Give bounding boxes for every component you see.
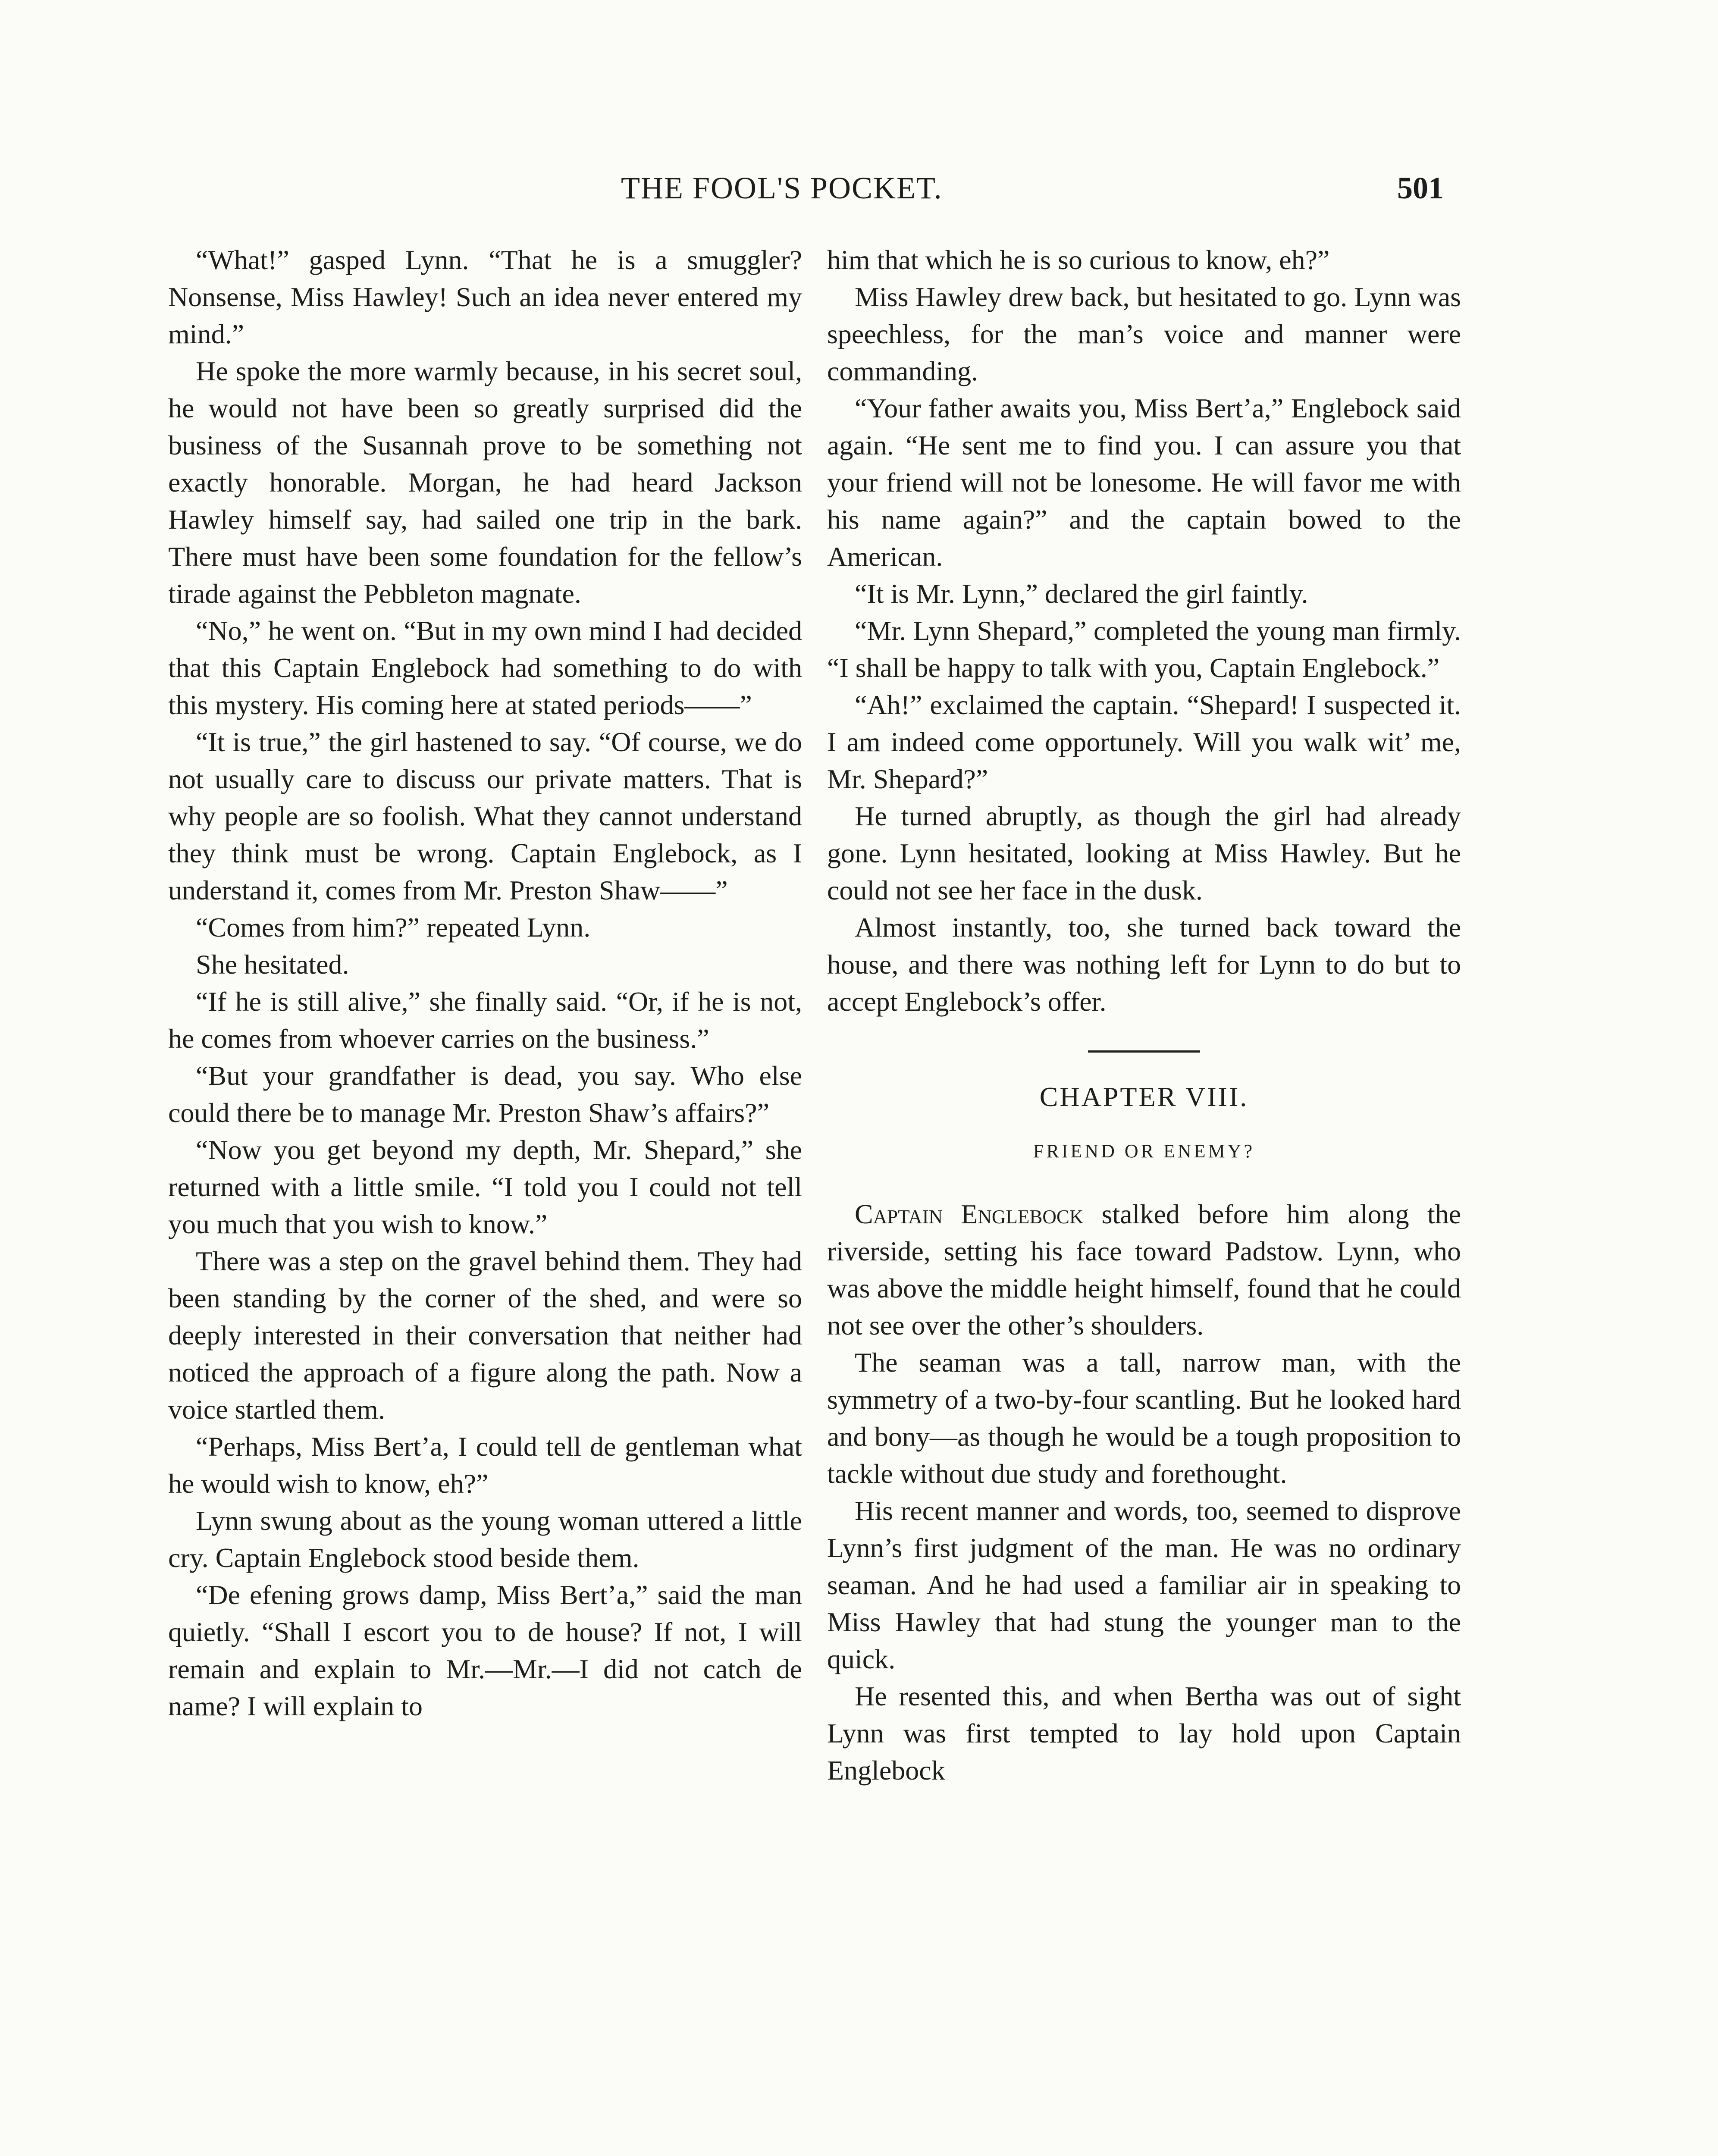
paragraph: Miss Hawley drew back, but hesitated to go. Lynn was speechless, for the man’s voice and manner were commanding. (827, 282, 1461, 386)
paragraph: He resented this, and when Bertha was out of sight Lynn was first tempted to lay hold upon Captain Englebock (827, 1681, 1461, 1786)
chapter-opening-paragraph (827, 1196, 1461, 1344)
paragraph: “But your grandfather is dead, you say. Who else could there be to manage Mr. Preston Shaw’s affairs?” (168, 1060, 802, 1128)
paragraph: “Perhaps, Miss Bert’a, I could tell de gentleman what he would wish to know, eh?” (168, 1431, 802, 1499)
chapter-subtitle: FRIEND OR ENEMY? (1033, 1141, 1255, 1162)
paragraph: “If he is still alive,” she finally said. “Or, if he is not, he comes from whoever carries on the business.” (168, 986, 802, 1054)
paragraph: His recent manner and words, too, seemed to disprove Lynn’s first judgment of the man. He was no ordinary seaman. And he had used a familiar air in speaking to Miss Hawley that had stung the younger man to the quick. (827, 1495, 1461, 1674)
running-header (0, 170, 1718, 218)
running-title: THE FOOL'S POCKET. (621, 171, 943, 205)
paragraph: “It is Mr. Lynn,” declared the girl faintly. (855, 578, 1308, 609)
paragraph: “Your father awaits you, Miss Bert’a,” Englebock said again. “He sent me to find you. I can assure you that your friend will not be lonesome. He will favor me with his name again?” and the captain bowed to the American. (827, 393, 1461, 572)
paragraph: There was a step on the gravel behind them. They had been standing by the corner of the shed, and were so deeply interested in their conversation that neither had noticed the approach of a figure along the path. Now a voice startled them. (168, 1246, 802, 1425)
paragraph: him that which he is so curious to know, eh?” (827, 244, 1330, 275)
paragraph: “What!” gasped Lynn. “That he is a smuggler? Nonsense, Miss Hawley! Such an idea never entered my mind.” (168, 244, 802, 349)
paragraph: “Comes from him?” repeated Lynn. (196, 912, 591, 943)
paragraph: “Ah!” exclaimed the captain. “Shepard! I suspected it. I am indeed come opportunely. Will you walk wit’ me, Mr. Shepard?” (827, 689, 1461, 794)
paragraph: She hesitated. (196, 949, 349, 980)
paragraph: “Now you get beyond my depth, Mr. Shepard,” she returned with a little smile. “I told you I could not tell you much that you wish to know.” (168, 1134, 802, 1239)
paragraph: The seaman was a tall, narrow man, with the symmetry of a two-by-four scantling. But he looked hard and bony—as though he would be a tough proposition to tackle without due study and forethought. (827, 1347, 1461, 1489)
left-column (168, 241, 802, 1725)
paragraph: “De efening grows damp, Miss Bert’a,” said the man quietly. “Shall I escort you to de house? If not, I will remain and explain to Mr.—Mr.—I did not catch de name? I will explain to (168, 1579, 802, 1721)
chapter-title: CHAPTER VIII. (1039, 1081, 1249, 1112)
right-column (827, 241, 1461, 1789)
paragraph: “Mr. Lynn Shepard,” completed the young man firmly. “I shall be happy to talk with you, Captain Englebock.” (827, 615, 1461, 683)
paragraph: He turned abruptly, as though the girl had already gone. Lynn hesitated, looking at Miss Hawley. But he could not see her face in the dusk. (827, 801, 1461, 906)
opening-text: stalked before him along the riverside, setting his face toward Padstow. Lynn, who was above the middle height himself, found that he could not see over the other’s shoulders. (827, 1199, 1461, 1341)
page-number: 501 (1397, 171, 1444, 205)
paragraph: Almost instantly, too, she turned back toward the house, and there was nothing left for Lynn to do but to accept Englebock’s offer. (827, 912, 1461, 1017)
paragraph: He spoke the more warmly because, in his secret soul, he would not have been so greatly surprised did the business of the Susannah prove to be something not exactly honorable. Morgan, he had heard Jackson Hawley himself say, had sailed one trip in the bark. There must have been some foundation for the fellow’s tirade against the Pebbleton magnate. (168, 356, 802, 609)
section-divider (1088, 1050, 1200, 1053)
opening-small-caps: Captain Englebock (855, 1199, 1084, 1229)
paragraph: Lynn swung about as the young woman uttered a little cry. Captain Englebock stood beside them. (168, 1505, 802, 1573)
paragraph: “It is true,” the girl hastened to say. “Of course, we do not usually care to discuss our private matters. That is why people are so foolish. What they cannot understand they think must be wrong. Captain Englebock, as I understand it, comes from Mr. Preston Shaw——” (168, 727, 802, 906)
paragraph: “No,” he went on. “But in my own mind I had decided that this Captain Englebock had something to do with this mystery. His coming here at stated periods——” (168, 615, 802, 720)
